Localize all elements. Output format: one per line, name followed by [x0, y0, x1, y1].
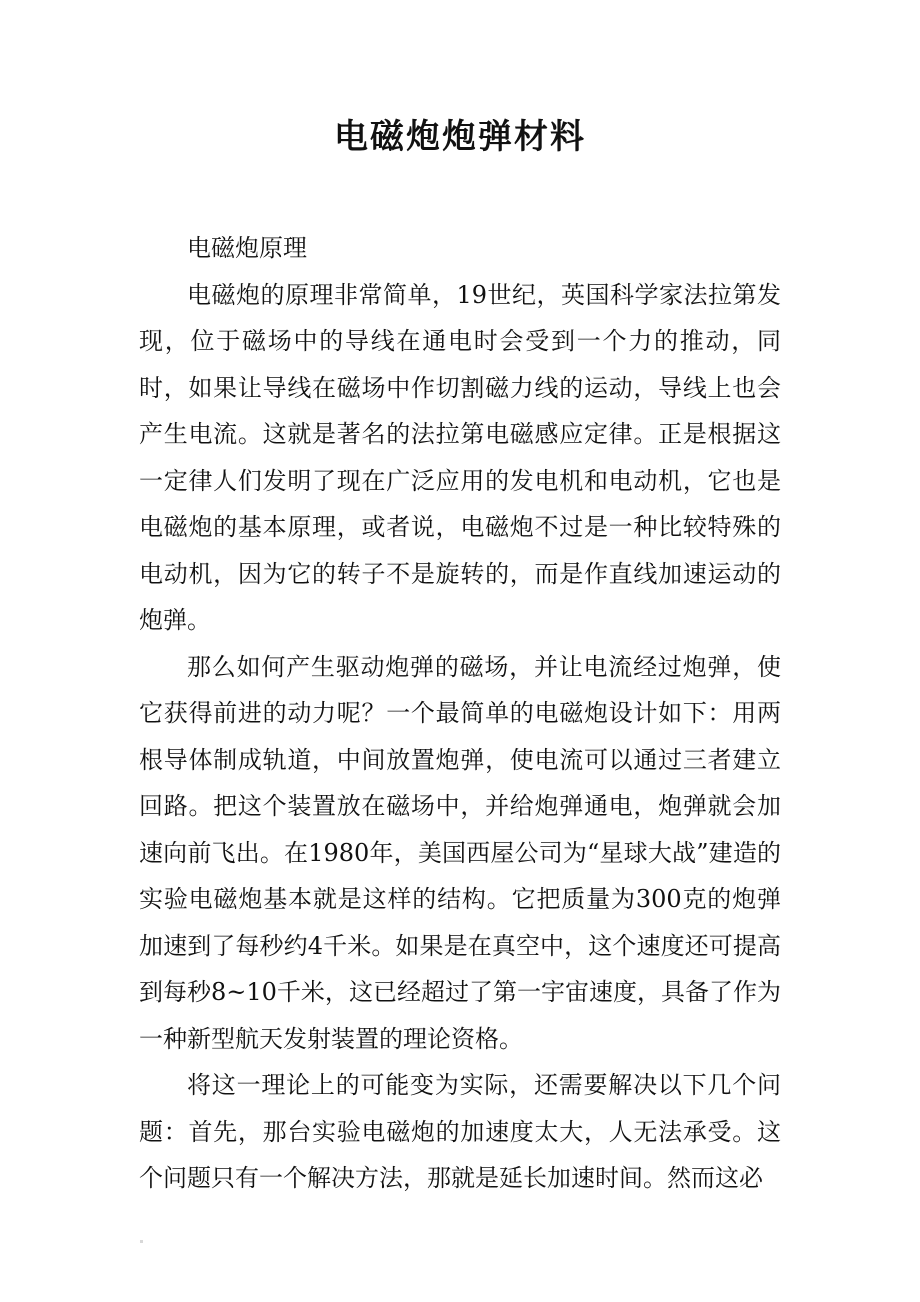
paragraph-problems: 将这一理论上的可能变为实际，还需要解决以下几个问题：首先，那台实验电磁炮的加速度太大，人无法承受。这个问题只有一个解决方法，那就是延长加速时间。然而这必 — [139, 1071, 781, 1192]
document-title: 电磁炮炮弹材料 — [334, 117, 586, 157]
section-heading: 电磁炮原理 — [187, 234, 307, 262]
paragraph-design: 那么如何产生驱动炮弹的磁场，并让电流经过炮弹，使它获得前进的动力呢？一个最简单的电磁炮设计如下：用两根导体制成轨道，中间放置炮弹，使电流可以通过三者建立回路。把这个装置放在磁场中，并给炮弹通电，炮弹就会加速向前飞出。在1980年，美国西屋公司为“星球大战”建造的实验电磁炮基本就是这样的结构。它把质量为300克的炮弹加速到了每秒约4千米。如果是在真空中，这个速度还可提高到每秒8~10千米，这已经超过了第一宇宙速度，具备了作为一种新型航天发射装置的理论资格。 — [139, 652, 781, 1053]
page-speck — [140, 1240, 143, 1243]
paragraph-principle: 电磁炮的原理非常简单，19世纪，英国科学家法拉第发现，位于磁场中的导线在通电时会受到一个力的推动，同时，如果让导线在磁场中作切割磁力线的运动，导线上也会产生电流。这就是著名的法拉第电磁感应定律。正是根据这一定律人们发明了现在广泛应用的发电机和电动机，它也是电磁炮的基本原理，或者说，电磁炮不过是一种比较特殊的电动机，因为它的转子不是旋转的，而是作直线加速运动的炮弹。 — [139, 280, 781, 634]
document-body — [139, 225, 781, 1202]
